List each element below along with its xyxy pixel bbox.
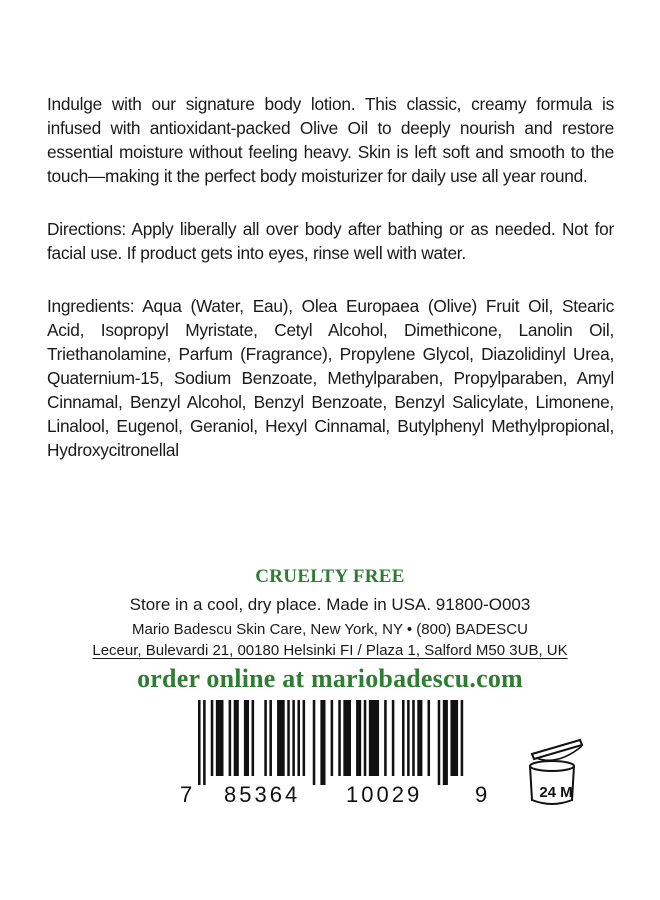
ingredients-paragraph xyxy=(47,294,614,462)
directions-label: Directions: xyxy=(47,219,126,239)
barcode-bar xyxy=(331,700,334,776)
barcode-bar xyxy=(269,700,272,776)
address-text: Leceur, Bulevardi 21, 00180 Helsinki FI / Plaza 1, Salford M50 3UB, UK xyxy=(92,642,568,659)
barcode-bar xyxy=(234,700,239,776)
barcode-bar xyxy=(407,700,410,776)
barcode-bar xyxy=(364,700,367,776)
barcode-bar xyxy=(297,700,300,776)
barcode-bar xyxy=(203,700,206,785)
barcode-bar xyxy=(292,700,295,776)
barcode-bar xyxy=(402,700,405,776)
barcode-bar xyxy=(450,700,458,776)
ingredients-label: Ingredients: xyxy=(47,296,135,316)
storage-text: Store in a cool, dry place. Made in USA. 91800-O003 xyxy=(129,595,531,614)
product-description: Indulge with our signature body lotion. This classic, creamy formula is infused with antioxidant-packed Olive Oil to deeply nourish and restore essential moisture without feeling heavy. Skin is left soft and smooth to the touch—making it the perfect body moisturizer for daily use all year round. xyxy=(47,94,614,186)
barcode-bar xyxy=(438,700,441,785)
barcode-bar xyxy=(412,700,415,776)
barcode-bar xyxy=(229,700,232,776)
barcode-bar xyxy=(303,700,306,776)
website-link[interactable]: order online at mariobadescu.com xyxy=(137,664,523,693)
barcode-bar xyxy=(392,700,395,776)
barcode-first-digit: 7 xyxy=(180,782,196,807)
barcode-right-group: 10029 xyxy=(346,782,423,807)
barcode-bar xyxy=(461,700,464,776)
barcode-bar xyxy=(244,700,249,776)
barcode-bar xyxy=(338,700,341,776)
barcode-bar xyxy=(252,700,255,776)
barcode-bar xyxy=(277,700,285,776)
cruelty-free-label: CRUELTY FREE xyxy=(255,566,405,587)
barcode-bar xyxy=(313,700,316,785)
company-info: Mario Badescu Skin Care, New York, NY • (800) BADESCU xyxy=(132,621,528,638)
barcode-bar xyxy=(428,700,431,776)
barcode-bar xyxy=(443,700,448,785)
barcode-bar xyxy=(417,700,422,776)
barcode-bar xyxy=(287,700,290,776)
barcode-bar xyxy=(211,700,214,776)
directions-paragraph xyxy=(47,217,614,265)
barcode-bar xyxy=(264,700,267,776)
barcode-bar xyxy=(198,700,201,785)
ingredients-text: Aqua (Water, Eau), Olea Europaea (Olive) Fruit Oil, Stearic Acid, Isopropyl Myristate, Cetyl Alcohol, Dimethicone, Lanolin Oil, Triethanolamine, Parfum (Fragrance), Propylene Glycol, Diazolidinyl Urea, Quaternium-15, Sodium Benzoate, Methylparaben, Propylparaben, Amyl Cinnamal, Benzyl Alcohol, Benzyl Benzoate, Benzyl Salicylate, Limonene, Linalool, Eugenol, Geraniol, Hexyl Cinnamal, Butylphenyl Methylpropional, Hydroxycitronellal xyxy=(47,296,614,460)
address-line xyxy=(0,642,660,659)
barcode-bar xyxy=(369,700,379,776)
barcode-bar xyxy=(384,700,387,776)
directions-text: Apply liberally all over body after bathing or as needed. Not for facial use. If product gets into eyes, rinse well with water. xyxy=(47,219,614,263)
pao-label: 24 M xyxy=(539,784,573,801)
barcode-check-digit: 9 xyxy=(475,782,491,807)
barcode-bar xyxy=(320,700,325,785)
barcode-bar xyxy=(216,700,224,776)
open-jar-icon xyxy=(522,736,592,816)
barcode xyxy=(180,700,470,785)
barcode-left-group: 85364 xyxy=(224,782,301,807)
barcode-bar xyxy=(343,700,351,776)
barcode-bar xyxy=(356,700,361,776)
